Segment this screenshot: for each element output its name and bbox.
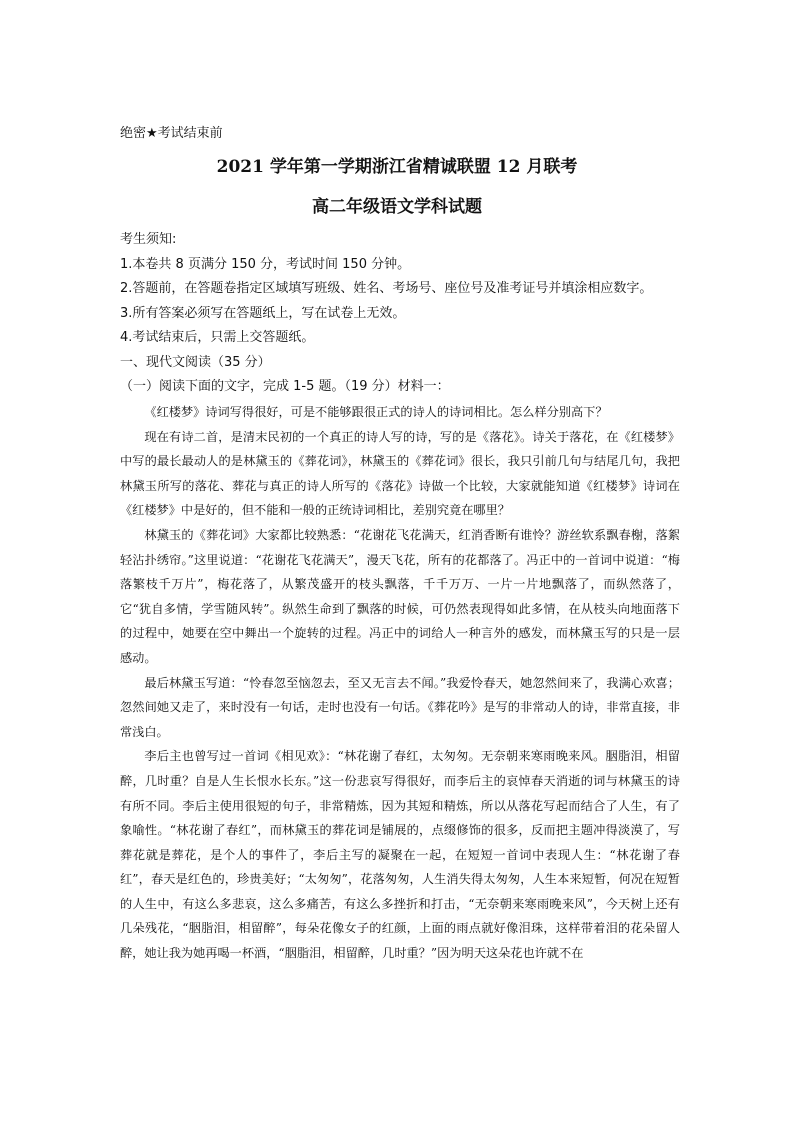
reading-passage bbox=[120, 400, 680, 966]
exam-subtitle: 高二年级语文学科试题 bbox=[312, 197, 482, 217]
exam-notice bbox=[120, 228, 690, 400]
passage-paragraph: 《红楼梦》诗词写得很好，可是不能够跟很正式的诗人的诗词相比。怎么样分别高下？ bbox=[144, 405, 608, 419]
passage-paragraph: 李后主也曾写过一首词《相见欢》：“林花谢了春红，太匆匆。无奈朝来寒雨晚来风。胭脂泪，相留醉，几时重？自是人生长恨水长东。”这一份悲哀写得很好，而李后主的哀悼春天消逝的词与林黛玉的诗有所不同。李后主使用很短的句子，非常精炼，因为其短和精炼，所以从落花写起而结合了人生，有了象喻性。“林花谢了春红”，而林黛玉的葬花词是铺展的，点缀修饰的很多，反而把主题冲得淡漠了，写葬花就是葬花，是个人的事件了，李后主写的凝聚在一起，在短短一首词中表现人生：“林花谢了春红”，春天是红色的，珍贵美好；“太匆匆”，花落匆匆，人生消失得太匆匆，人生本来短暂，何况在短暂的人生中，有这么多悲哀，这么多痛苦，有这么多挫折和打击，“无奈朝来寒雨晚来风”，今天树上还有几朵残花，“胭脂泪，相留醉”，每朵花像女子的红颜，上面的雨点就好像泪珠，这样带着泪的花朵留人醉，她让我为她再喝一杯酒，“胭脂泪，相留醉，几时重？”因为明天这朵花也许就不在 bbox=[120, 749, 680, 961]
notice-heading: 考生须知: bbox=[120, 232, 177, 247]
subsection-heading: （一）阅读下面的文字，完成 1-5 题。（19 分）材料一： bbox=[120, 379, 450, 394]
notice-item: 3.所有答案必须写在答题纸上，写在试卷上无效。 bbox=[120, 305, 406, 321]
notice-item: 2.答题前，在答题卷指定区域填写班级、姓名、考场号、座位号及准考证号并填涂相应数字。 bbox=[120, 281, 653, 296]
notice-item: 1.本卷共 8 页满分 150 分，考试时间 150 分钟。 bbox=[120, 256, 411, 272]
exam-title: 2021 学年第一学期浙江省精诚联盟 12 月联考 bbox=[216, 157, 578, 177]
confidential-mark: 绝密★考试结束前 bbox=[120, 126, 223, 141]
section-heading: 一、现代文阅读（35 分） bbox=[120, 354, 271, 370]
passage-paragraph: 现在有诗二首，是清末民初的一个真正的诗人写的诗，写的是《落花》。诗关于落花，在《红楼梦》中写的最长最动人的是林黛玉的《葬花词》，林黛玉的《葬花词》很长，我只引前几句与结尾几句，我把林黛玉所写的落花、葬花与真正的诗人所写的《落花》诗做一个比较，大家就能知道《红楼梦》诗词在《红楼梦》中是好的，但不能和一般的正统诗词相比，差别究竟在哪里？ bbox=[120, 429, 680, 518]
passage-paragraph: 最后林黛玉写道：“怜春忽至恼忽去，至又无言去不闻。”我爱怜春天，她忽然间来了，我满心欢喜；忽然间她又走了，来时没有一句话，走时也没有一句话。《葬花吟》是写的非常动人的诗，非常直接，非常浅白。 bbox=[120, 675, 680, 739]
notice-item: 4.考试结束后，只需上交答题纸。 bbox=[120, 330, 315, 345]
passage-paragraph: 林黛玉的《葬花词》大家都比较熟悉：“花谢花飞花满天，红消香断有谁怜？游丝软系飘春榭，落絮轻沾扑绣帘。”这里说道：“花谢花飞花满天”，漫天飞花，所有的花都落了。冯正中的一首词中说道：“梅落繁枝千万片”，梅花落了，从繁茂盛开的枝头飘落，千千万万、一片一片地飘落了，而纵然落了，它“犹自多情，学雪随风转”。纵然生命到了飘落的时候，可仍然表现得如此多情，在从枝头向地面落下的过程中，她要在空中舞出一个旋转的过程。冯正中的词给人一种言外的感发，而林黛玉写的只是一层感动。 bbox=[120, 527, 680, 665]
